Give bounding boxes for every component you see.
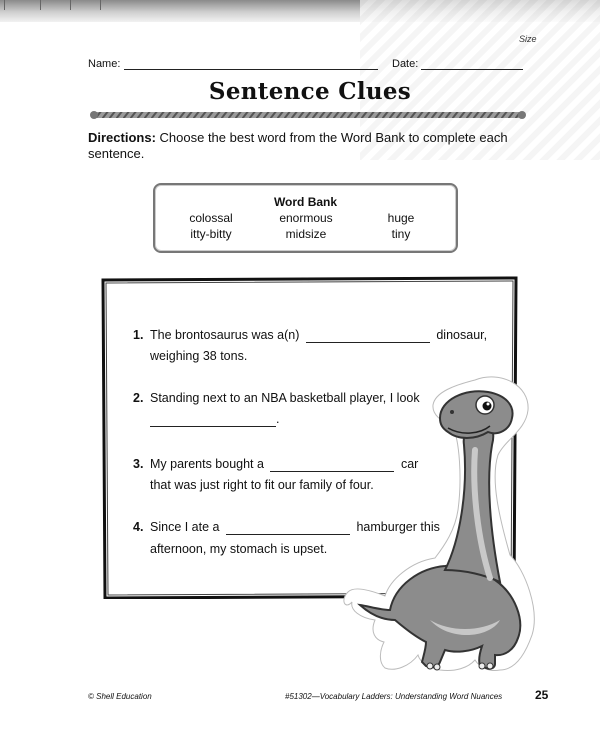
question-number: 3. [133,457,144,471]
name-label: Name: [88,58,121,70]
question-text [150,327,487,343]
word-bank-word: tiny [391,227,411,241]
question-text-line2: weighing 38 tons. [150,349,248,363]
answer-blank[interactable] [150,414,276,427]
question-text-line2 [150,411,279,427]
word-bank-word: colossal [189,211,233,225]
date-field[interactable] [421,69,523,70]
brontosaurus-illustration [340,370,560,680]
word-bank [153,183,458,253]
word-bank-word: midsize [285,227,327,241]
directions [88,130,508,162]
footer-title: #51302—Vocabulary Ladders: Understanding Word Nuances [285,692,503,701]
rope-divider [88,110,528,119]
question-number: 4. [133,520,144,534]
name-field[interactable] [124,69,378,70]
question-text-before: The brontosaurus was a(n) [150,328,300,342]
question-number: 1. [133,328,144,342]
page-title: Sentence Clues [208,78,412,105]
question-text-after: dinosaur, [436,328,488,342]
word-bank-word: itty-bitty [190,227,232,241]
word-bank-title: Word Bank [273,195,338,209]
page-number: 25 [535,688,549,702]
answer-blank[interactable] [306,330,430,343]
question-text-before: Since I ate a [150,520,220,534]
question-text-after: car [400,457,419,471]
question-text-before: My parents bought a [150,457,264,471]
question-text-line2: that was just right to fit our family of four. [150,478,374,492]
size-tag: Size [519,34,537,44]
question-text-line2: afternoon, my stomach is upset. [150,542,328,556]
date-label: Date: [392,58,419,70]
answer-blank[interactable] [226,522,350,535]
footer-copyright: © Shell Education [88,692,152,701]
word-bank-word: huge [387,211,415,225]
question-text-after: . [276,412,280,426]
question-number: 2. [133,391,144,405]
question-text-after: hamburger this [356,520,440,534]
directions-text: Choose the best word from the Word Bank to complete each sentence. [88,130,508,161]
question-text-before: Standing next to an NBA basketball player, I look [150,391,420,405]
word-bank-word: enormous [279,211,333,225]
directions-lead: Directions: [88,130,156,145]
